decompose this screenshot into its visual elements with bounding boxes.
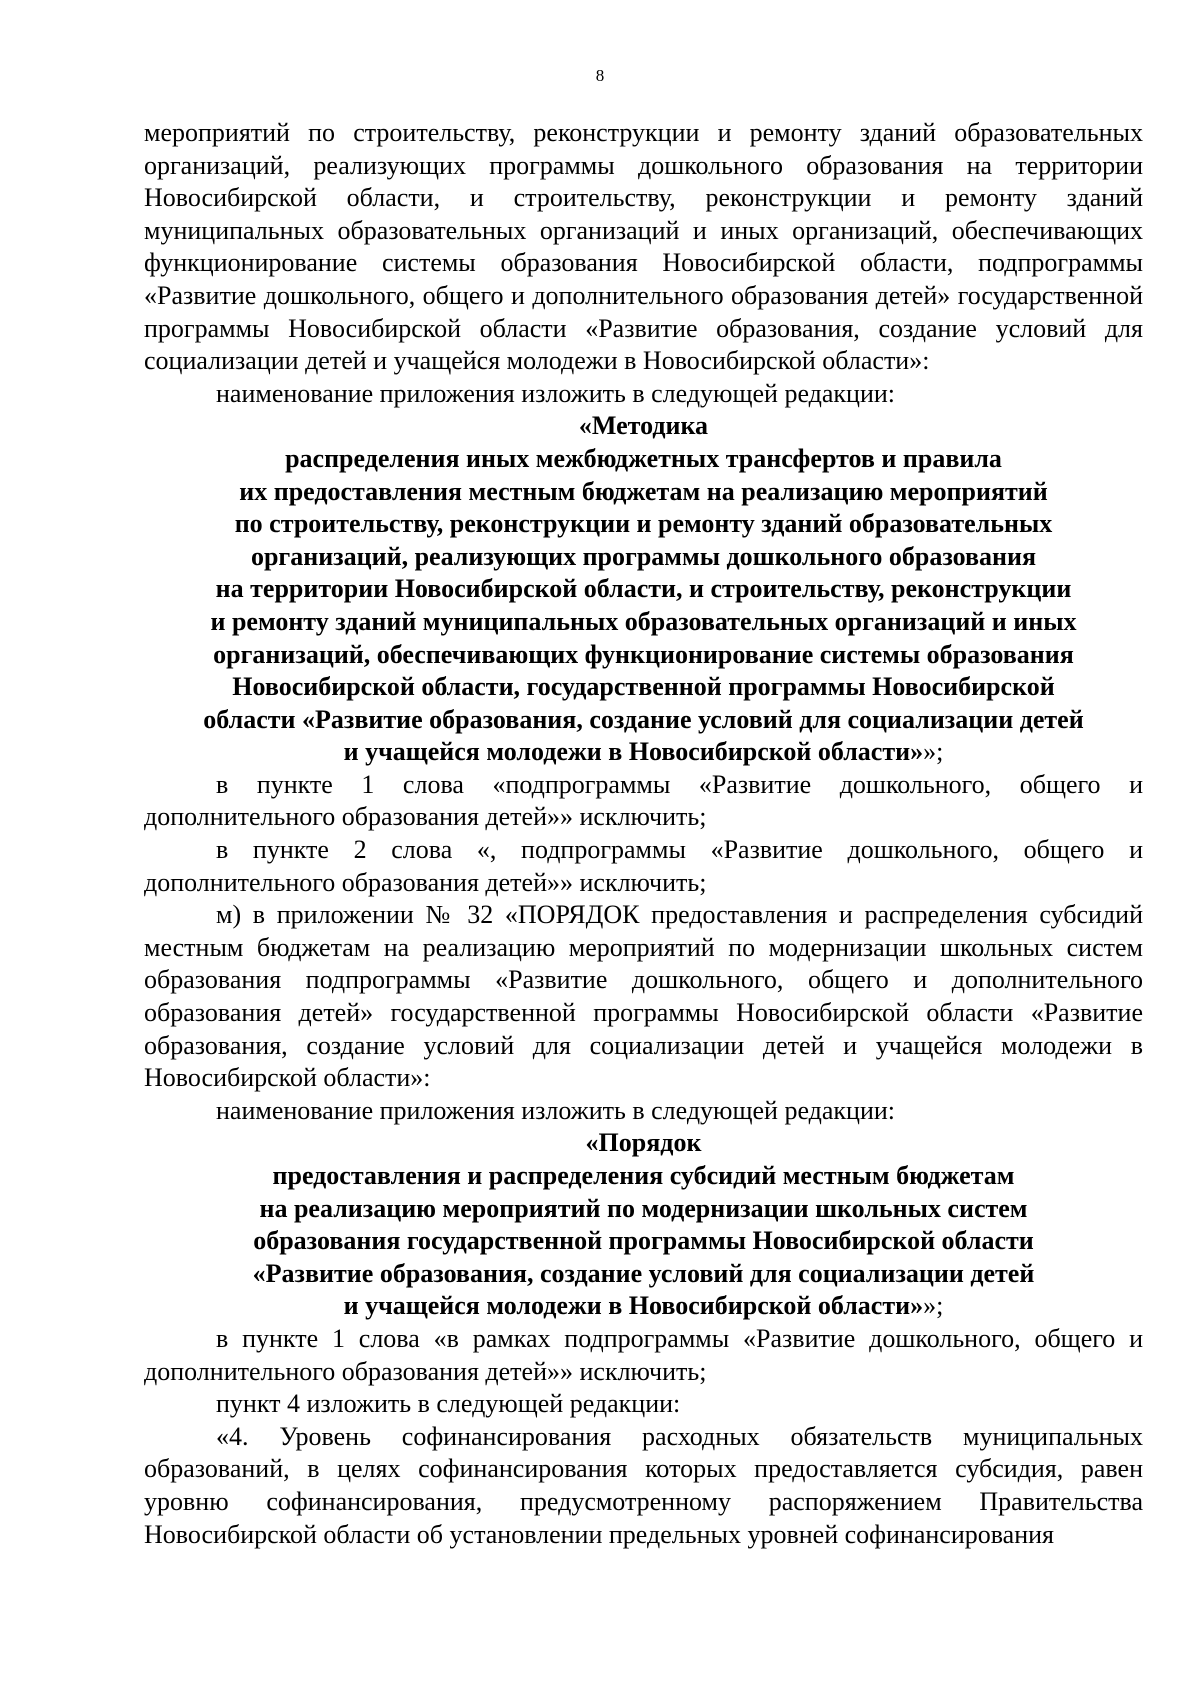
title-line: предоставления и распределения субсидий местным бюджетам [272,1161,1015,1190]
page-number: 8 [595,66,605,85]
title-last-text: и учащейся молодежи в Новосибирской области» [343,1291,924,1321]
title-line: на территории Новосибирской области, и строительству, реконструкции [215,574,1072,604]
title-line: «Развитие образования, создание условий для социализации детей [252,1258,1035,1288]
title-last-text: и учащейся молодежи в Новосибирской области» [343,737,924,767]
document-body [144,117,1143,1551]
title-line: на реализацию мероприятий по модернизации школьных систем [259,1193,1028,1223]
title-line: образования государственной программы Новосибирской области [253,1226,1034,1256]
title-line: организаций, реализующих программы дошкольного образования [250,541,1037,571]
title-line: «Методика [578,411,709,441]
title-line: Новосибирской области, государственной программы Новосибирской [232,672,1055,702]
title-line: и ремонту зданий муниципальных образовательных организаций и иных [210,606,1077,636]
paragraph-title-edit-2: наименование приложения изложить в следующей редакции: [216,1095,896,1125]
paragraph-item-m: м) в приложении № 32 «ПОРЯДОК предоставления и распределения субсидий местным бюджетам на реализацию мероприятий по модернизации школьных систем образования подпрограммы «Развитие дошкольного, общего и дополнительного образования детей» государственной программы Новосибирской области «Развитие образования, создание условий для социализации детей и учащейся молодежи в Новосибирской области»: [144,900,1143,1093]
paragraph-point-1: в пункте 1 слова «подпрограммы «Развитие дошкольного, общего и дополнительного образования детей»» исключить; [144,769,1143,832]
title-line-last [144,1290,1143,1323]
paragraph-title-edit-1: наименование приложения изложить в следующей редакции: [216,378,896,408]
title-line: «Порядок [585,1128,702,1158]
appendix-title-methodology [144,410,1143,769]
title-line: организаций, обеспечивающих функционирование системы образования [213,639,1074,669]
title-line: области «Развитие образования, создание условий для социализации детей [203,704,1084,734]
paragraph-point-4-text: «4. Уровень софинансирования расходных обязательств муниципальных образований, в целях софинансирования которых предоставляется субсидия, равен уровню софинансирования, предусмотренному распоряжением Правительства Новосибирской области об установлении предельных уровней софинансирования [144,1421,1143,1549]
title-line: по строительству, реконструкции и ремонту зданий образовательных [234,509,1053,539]
title-tail: »; [923,737,944,767]
paragraph-point-2: в пункте 2 слова «, подпрограммы «Развитие дошкольного, общего и дополнительного образования детей»» исключить; [144,835,1143,897]
paragraph-intro: мероприятий по строительству, реконструкции и ремонту зданий образовательных организаций, реализующих программы дошкольного образования на территории Новосибирской области, и строительству, реконструкции и ремонту зданий муниципальных образовательных организаций и иных организаций, обеспечивающих функционирование системы образования Новосибирской области, подпрограммы «Развитие дошкольного, общего и дополнительного образования детей» государственной программы Новосибирской области «Развитие образования, создание условий для социализации детей и учащейся молодежи в Новосибирской области»: [144,118,1143,376]
title-tail: »; [923,1291,944,1321]
appendix-title-procedure [144,1127,1143,1323]
title-line: распределения иных межбюджетных трансфертов и правила [285,443,1002,473]
paragraph-point-1b: в пункте 1 слова «в рамках подпрограммы «Развитие дошкольного, общего и дополнительного образования детей»» исключить; [144,1323,1143,1386]
title-line-last [144,736,1143,769]
title-line: их предоставления местным бюджетам на реализацию мероприятий [239,476,1048,506]
paragraph-point-4: пункт 4 изложить в следующей редакции: [216,1389,681,1419]
